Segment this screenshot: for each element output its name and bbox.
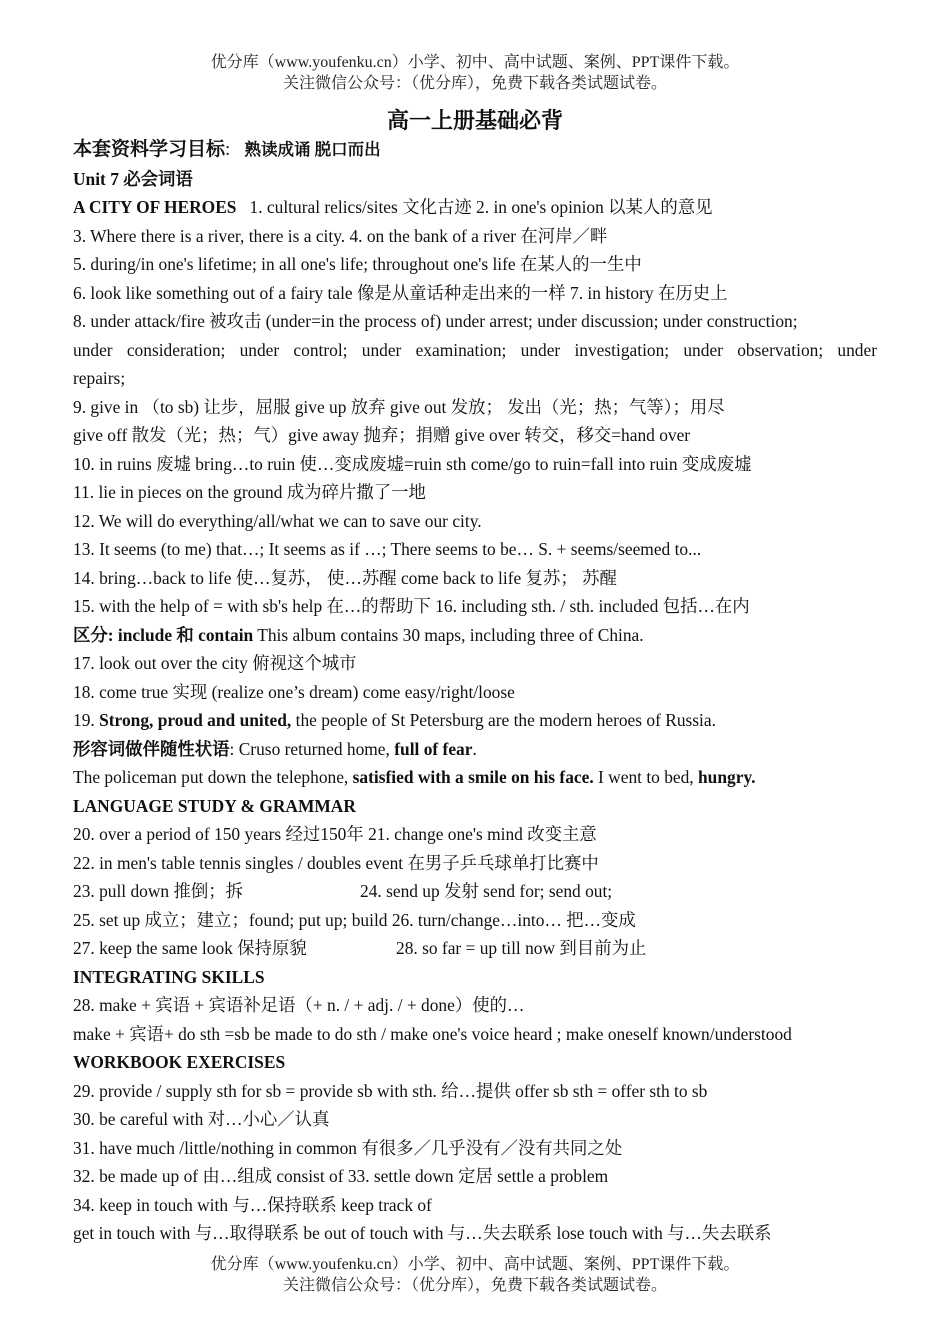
item-text: I went to bed,: [593, 767, 699, 787]
list-item: get in touch with 与…取得联系 be out of touch with 与…失去联系 lose touch with 与…失去联系: [73, 1223, 772, 1243]
goal-label: 本套资料学习目标: [73, 139, 226, 160]
item-text: 24. send up 发射 send for; send out;: [360, 881, 613, 901]
list-item: [73, 877, 877, 906]
list-item: [73, 934, 877, 963]
list-item: 8. under attack/fire 被攻击 (under=in the process of) under arrest; under discussion; under construction;: [73, 311, 798, 331]
item-text: 23. pull down 推倒；拆: [73, 881, 244, 901]
list-item: [73, 621, 877, 650]
list-item: 31. have much /little/nothing in common 有很多／几乎没有／没有共同之处: [73, 1137, 623, 1158]
section-heading-language-study: [73, 792, 877, 821]
section-heading-integrating-skills: [73, 963, 877, 992]
list-item: 30. be careful with 对…小心／认真: [73, 1109, 330, 1129]
list-item: 13. It seems (to me) that…; It seems as if …; There seems to be… S. + seems/seemed to...: [73, 539, 702, 559]
list-item: 34. keep in touch with 与…保持联系 keep track of: [73, 1194, 432, 1215]
list-item: [73, 706, 877, 735]
list-item: 15. with the help of = with sb's help 在…的帮助下 16. including sth. / sth. included 包括…在内: [73, 596, 750, 616]
section-title: LANGUAGE STUDY & GRAMMAR: [73, 795, 356, 816]
study-goal: [73, 136, 877, 165]
header-line-2: 关注微信公众号：（优分库），免费下载各类试题试卷。: [282, 75, 667, 92]
item-bold: satisfied with a smile on his face.: [352, 767, 594, 787]
list-item: 32. be made up of 由…组成 consist of 33. settle down 定居 settle a problem: [73, 1166, 609, 1186]
item-text: : Cruso returned home,: [229, 738, 395, 759]
distinguish-label: 区分: include 和 contain: [73, 624, 254, 645]
list-item: 10. in ruins 废墟 bring…to ruin 使…变成废墟=ruin sth come/go to ruin=fall into ruin 变成废墟: [73, 453, 752, 474]
footer-line-2: 关注微信公众号：（优分库），免费下载各类试题试卷。: [282, 1277, 667, 1294]
list-item: 22. in men's table tennis singles / doubles event 在男子乒乓球单打比赛中: [73, 852, 599, 873]
list-item: 3. Where there is a river, there is a city. 4. on the bank of a river 在河岸／畔: [73, 225, 608, 246]
item-text: .: [472, 738, 477, 759]
list-item: 6. look like something out of a fairy tale 像是从童话种走出来的一样 7. in history 在历史上: [73, 282, 728, 303]
section-title: INTEGRATING SKILLS: [73, 966, 265, 987]
footer-line-1: 优分库（www.youfenku.cn）小学、初中、高中试题、案例、PPT课件下载。: [210, 1256, 740, 1273]
item-text: 28. so far = up till now 到目前为止: [396, 938, 647, 958]
list-item: 20. over a period of 150 years 经过150年 21. change one's mind 改变主意: [73, 824, 597, 844]
document-title: 高一上册基础必背: [386, 108, 563, 133]
list-item: 11. lie in pieces on the ground 成为碎片撒了一地: [73, 482, 426, 502]
item-bold: full of fear: [394, 738, 473, 759]
list-item: 29. provide / supply sth for sb = provide sb with sth. 给…提供 offer sb sth = offer sth to sb: [73, 1080, 708, 1101]
item-text: 27. keep the same look 保持原貌: [73, 938, 307, 958]
list-item: repairs;: [73, 368, 126, 388]
list-item: 25. set up 成立；建立；found; put up; build 26. turn/change…into… 把…变成: [73, 909, 636, 930]
list-item: [73, 193, 877, 222]
list-item: under consideration; under control; under examination; under investigation; under observation; under: [73, 339, 877, 360]
section-heading-heroes: A CITY OF HEROES: [73, 197, 237, 217]
section-heading-workbook: [73, 1048, 877, 1077]
item-text: This album contains 30 maps, including three of China.: [253, 624, 644, 645]
item-bold: hungry.: [698, 767, 756, 787]
list-item: 12. We will do everything/all/what we can to save our city.: [73, 510, 482, 531]
document-body: [73, 136, 877, 1248]
list-item: 17. look out over the city 俯视这个城市: [73, 653, 357, 673]
item-number: 19.: [73, 710, 100, 730]
list-item: [73, 763, 877, 792]
adjective-adverbial-label: 形容词做伴随性状语: [73, 738, 230, 759]
item-text: 1. cultural relics/sites 文化古迹 2. in one's opinion 以某人的意见: [249, 197, 713, 217]
page-header: [0, 52, 950, 94]
unit-heading: [73, 165, 877, 194]
header-line-1: 优分库（www.youfenku.cn）小学、初中、高中试题、案例、PPT课件下载。: [210, 54, 740, 71]
section-title: WORKBOOK EXERCISES: [73, 1052, 286, 1072]
list-item: 18. come true 实现 (realize one’s dream) come easy/right/loose: [73, 681, 515, 702]
unit-label: Unit 7 必会词语: [73, 168, 193, 189]
list-item: 14. bring…back to life 使…复苏， 使…苏醒 come back to life 复苏； 苏醒: [73, 567, 617, 588]
page-footer: [0, 1254, 950, 1296]
item-text: the people of St Petersburg are the modern heroes of Russia.: [291, 710, 716, 730]
list-item: 28. make + 宾语 + 宾语补足语（+ n. / + adj. / + done）使的…: [73, 995, 525, 1015]
list-item: give off 散发（光；热；气）give away 抛弃；捐赠 give over 转交，移交=hand over: [73, 425, 691, 445]
list-item: [73, 735, 877, 764]
item-text: The policeman put down the telephone,: [73, 767, 353, 787]
list-item: make + 宾语+ do sth =sb be made to do sth / make one's voice heard ; make oneself known/understood: [73, 1023, 792, 1044]
goal-colon: :: [225, 139, 231, 160]
goal-text: 熟读成诵 脱口而出: [244, 140, 381, 159]
list-item: 5. during/in one's lifetime; in all one's life; throughout one's life 在某人的一生中: [73, 254, 642, 274]
list-item: 9. give in （to sb) 让步，屈服 give up 放弃 give out 发放； 发出（光；热；气等）；用尽: [73, 396, 725, 417]
item-bold: Strong, proud and united,: [99, 710, 292, 730]
